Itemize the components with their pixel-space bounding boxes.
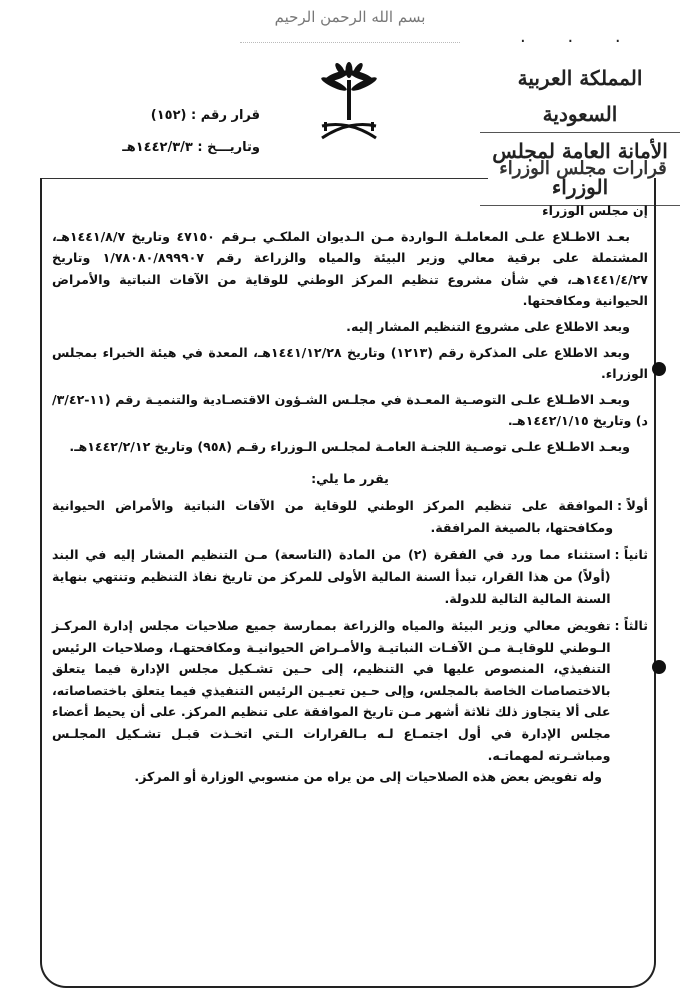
decides-heading: يقرر ما يلي: <box>311 470 389 486</box>
decision-item <box>52 615 648 766</box>
decision-meta <box>90 100 260 164</box>
decision-item <box>52 544 648 609</box>
binder-hole <box>652 362 666 376</box>
decision-item <box>52 495 648 538</box>
decision-number: قرار رقم : (١٥٢) <box>150 108 260 123</box>
secretariat-name: الأمانة العامة لمجلس الوزراء <box>480 133 680 206</box>
item-extra: وله تفويض بعض هذه الصلاحيات إلى من يراه من منسوبي الوزارة أو المركز. <box>134 769 602 785</box>
binder-hole <box>652 660 666 674</box>
item-text: تفويض معالي وزير البيئة والمياه والزراعة بممارسة جميع صلاحيات مجلس إدارة المركـز الـوطني للوقايـة مـن الآفـات النباتيـة والأمـراض الحيوانيـة ومكافحتهـا، وصلاحيات الرئيس التنفيذي، المنصوص عليها في التنظيم، إلى حـين تشـكيل مجلس الإدارة فيما يتعلق بالاختصاصات الخاصة بالمجلس، وإلى حـين تعيـين الرئيس التنفيذي فيما يتعلق باختصاصاته، على ألا يتجاوز ذلك ثلاثة أشهر مـن تاريخ الموافقة على تنظيم المركز. على أن يحيط أعضاء مجلس الإدارة في أول اجتمـاع لـه بـالقرارات الـتي اتخـذت قبـل تشـكيل المجلـس ومباشـرته لمهماتـه. <box>52 618 611 763</box>
decision-date: وتاريـــخ : ١٤٤٢/٣/٣هـ <box>122 140 260 155</box>
opening-line: إن مجلس الوزراء <box>542 203 648 218</box>
paragraph: وبعد الاطلاع على مشروع التنظيم المشار إليه. <box>346 318 630 334</box>
document-body <box>52 200 648 788</box>
item-number: أولاً : <box>617 498 648 514</box>
paragraph: وبعد الاطلاع على المذكرة رقم (١٢١٣) وتاريخ ١٤٤١/١٢/٢٨هـ، المعدة في هيئة الخبراء بمجلس الوزراء. <box>52 344 648 382</box>
kingdom-name: المملكة العربية السعودية <box>480 60 680 133</box>
item-number: ثالثاً : <box>614 618 648 634</box>
series-title: قرارات مجلس الوزراء <box>499 158 667 179</box>
item-text: الموافقة على تنظيم المركز الوطني للوقاية من الآفات النباتية والأمراض الحيوانية ومكافحتها، بالصيغة المرافقة. <box>52 498 614 535</box>
paragraph: بعـد الاطـلاع علـى المعاملـة الـواردة مـن الـديوان الملكـي بـرقم ٤٧١٥٠ وتاريخ ١٤٤١/٨/٧هـ، المشتملة على برقية معالي وزير البيئة والمياه والزراعة رقم ١/٧٨٠٨٠/٨٩٩٩٠٧ وتاريخ ١٤٤١/٤/٢٧هـ، في شأن مشروع تنظيم المركز الوطني للوقاية من الآفات النباتية والأمراض الحيوانية ومكافحتها. <box>52 228 648 309</box>
basmala: بسم الله الرحمن الرحيم <box>240 8 460 43</box>
palm-swords-emblem-icon <box>316 62 382 144</box>
header-dots: . . . <box>520 26 639 47</box>
item-text: استثناء مما ورد في الفقرة (٢) من المادة (التاسعة) مـن التنظيم المشار إليه في البند (أولاً) من هذا القرار، تبدأ السنة المالية الأولى للمركز من تاريخ نفاذ التنظيم وتنتهي بنهاية السنة المالية التالية للدولة. <box>52 547 611 606</box>
paragraph: وبعـد الاطـلاع علـى التوصـية المعـدة في مجلـس الشـؤون الاقتصـادية والتنميـة رقم (١١-٣/٤٢/د) وتاريخ ١٤٤٢/١/١٥هـ. <box>52 391 648 429</box>
item-number: ثانياً : <box>614 547 648 563</box>
paragraph: وبعـد الاطـلاع علـى توصـية اللجنـة العامـة لمجلـس الـوزراء رقـم (٩٥٨) وتاريخ ١٤٤٢/٢/١٢هـ. <box>69 438 630 454</box>
